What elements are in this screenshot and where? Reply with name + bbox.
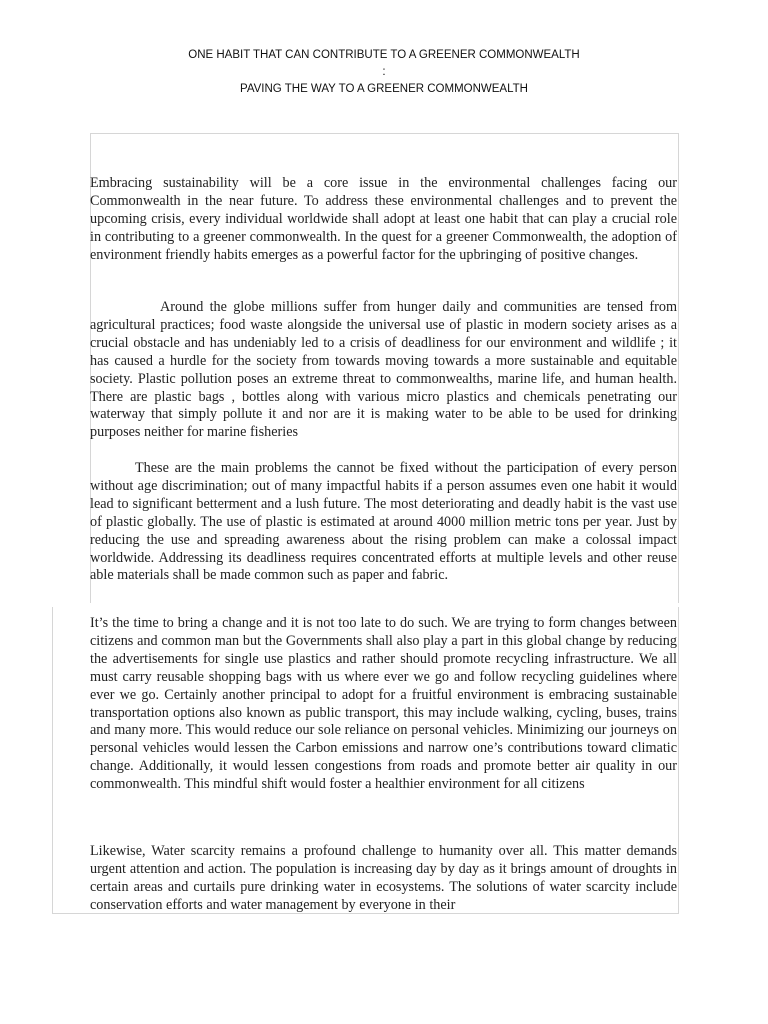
- paragraph-intro: Embracing sustainability will be a core issue in the environmental challenges facing our Commonwealth in the near future. To address these environmental challenges and to prevent the upcoming crisis, every individual worldwide shall adopt at least one habit that can play a crucial role in contributing to a greener commonwealth. In the quest for a greener Commonwealth, the adoption of environment friendly habits emerges as a powerful factor for the upbringing of positive changes.: [90, 175, 677, 263]
- paragraph-plastic-habit: These are the main problems the cannot be fixed without the participation of every person without age discrimination; out of many impactful habits if a person assumes even one habit it would lead to significant betterment and a lush future. The most deteriorating and deadly habit is the vast use of plastic globally. The use of plastic is estimated at around 4000 million metric tons per year. Just by reducing the use and spreading awareness about the rising problem can make a colossal impact worldwide. Addressing its deadliness requires concentrated efforts at multiple levels and other reuse able materials shall be made common such as paper and fabric.: [90, 460, 677, 584]
- paragraph-change: It’s the time to bring a change and it is not too late to do such. We are trying to form changes between citizens and common man but the Governments shall also play a part in this global change by reducing the advertisements for single use plastics and rather should promote recycling infrastructure. We all must carry reusable shopping bags with us where ever we go and follow recycling guidelines where ever we go. Certainly another principal to adopt for a fruitful environment is embracing sustainable transportation options also known as public transport, this may include walking, cycling, buses, trains and many more. This would reduce our sole reliance on personal vehicles. Minimizing our journeys on personal vehicles would lessen the Carbon emissions and narrow one’s contributions toward climatic change. Additionally, it would lessen congestions from roads and promote better air quality in our commonwealth. This mindful shift would foster a healthier environment for all citizens: [90, 615, 677, 793]
- paragraph-problems: Around the globe millions suffer from hunger daily and communities are tensed from agricultural practices; food waste alongside the universal use of plastic in modern society arises as a crucial obstacle and has undeniably led to a crisis of deadliness for our environment and wildlife ; it has caused a hurdle for the society from towards moving towards a more sustainable and equitable society. Plastic pollution poses an extreme threat to commonwealths, marine life, and human health. There are plastic bags , bottles along with various micro plastics and chemicals penetrating our waterway that simply pollute it and nor are it is making water to be able to be used for drinking purposes neither for marine fisheries: [90, 299, 677, 441]
- title-separator: :: [382, 66, 386, 78]
- document-header: [0, 47, 768, 98]
- paragraph-water-scarcity: Likewise, Water scarcity remains a profound challenge to humanity over all. This matter demands urgent attention and action. The population is increasing day by day as it brings amount of droughts in certain areas and curtails pure drinking water in ecosystems. The solutions of water scarcity include conservation efforts and water management by everyone in their: [90, 843, 677, 913]
- title-line-1: ONE HABIT THAT CAN CONTRIBUTE TO A GREENER COMMONWEALTH: [188, 49, 580, 61]
- title-line-2: PAVING THE WAY TO A GREENER COMMONWEALTH: [240, 83, 528, 95]
